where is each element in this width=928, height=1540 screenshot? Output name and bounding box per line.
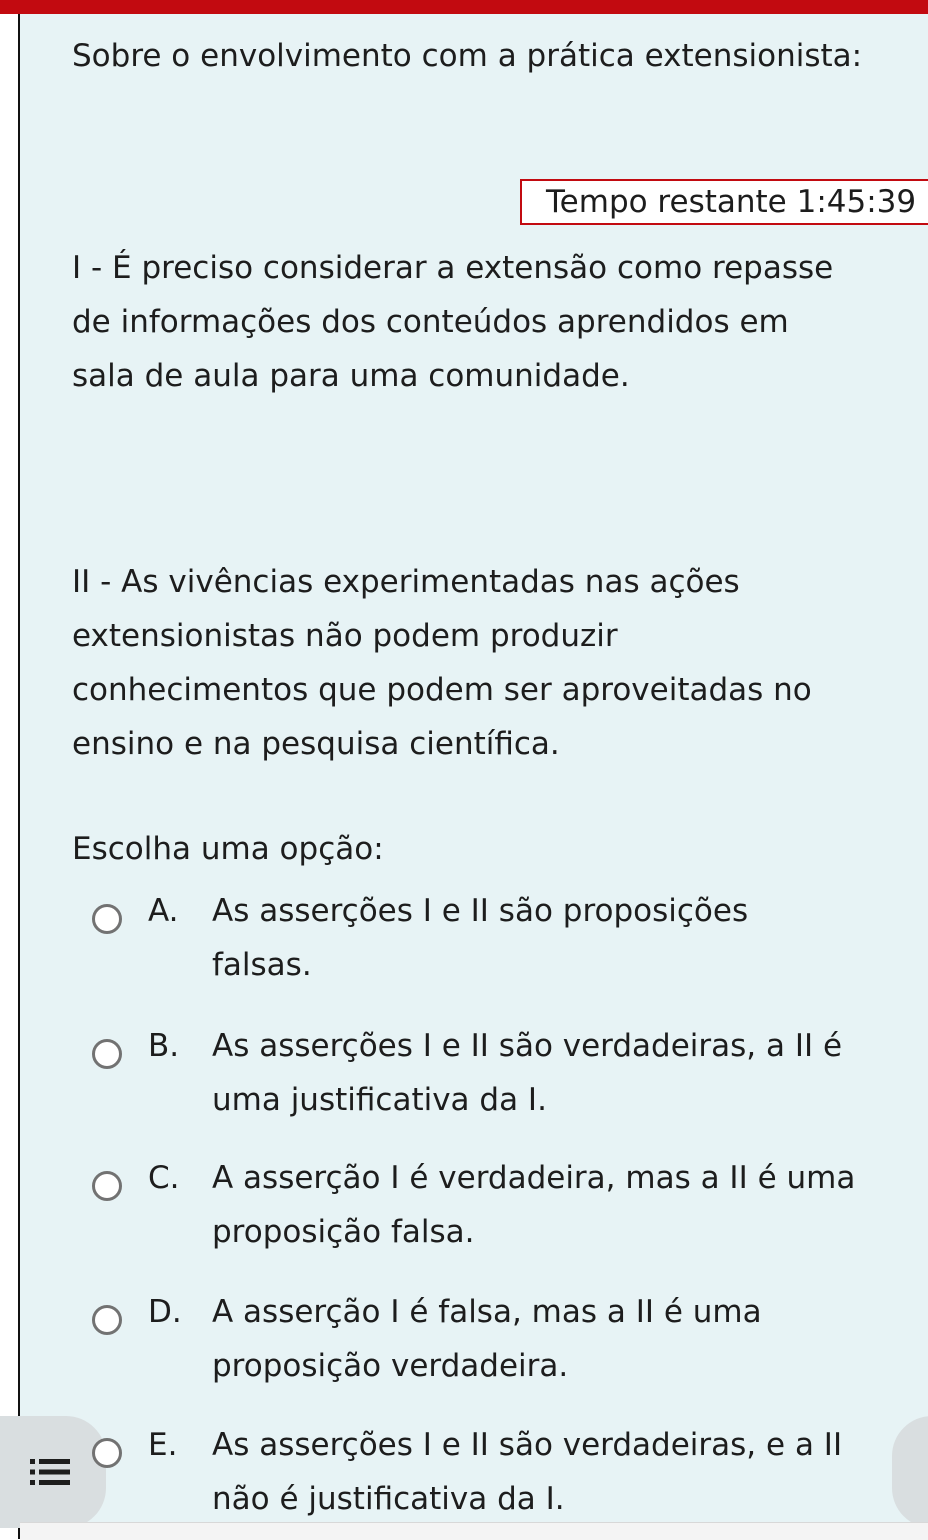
option-line: não é justificativa da I. [212, 1481, 565, 1517]
statement-2-line: II - As vivências experimentadas nas ações [72, 564, 740, 600]
option-letter: A. [148, 893, 179, 929]
option-line: uma justificativa da I. [212, 1082, 547, 1118]
statement-1-line: I - É preciso considerar a extensão como repasse [72, 250, 834, 286]
statement-2 [72, 555, 812, 771]
option-d[interactable] [90, 1285, 928, 1395]
option-text [212, 1019, 842, 1127]
list-icon [30, 1458, 70, 1486]
option-line: proposição falsa. [212, 1214, 475, 1250]
option-text [212, 1418, 842, 1526]
bottom-bar [20, 1522, 928, 1540]
option-letter: C. [148, 1160, 180, 1196]
option-line: A asserção I é verdadeira, mas a II é uma [212, 1160, 856, 1196]
option-text [212, 1285, 762, 1393]
statement-2-line: extensionistas não podem produzir [72, 618, 618, 654]
radio-button-b[interactable] [92, 1039, 122, 1069]
option-c[interactable] [90, 1151, 928, 1261]
statement-1-line: de informações dos conteúdos aprendidos em [72, 304, 789, 340]
option-letter: B. [148, 1028, 180, 1064]
radio-button-e[interactable] [92, 1438, 122, 1468]
choose-option-prompt: Escolha uma opção: [72, 831, 384, 867]
option-e[interactable] [90, 1418, 928, 1528]
statement-2-line: ensino e na pesquisa científica. [72, 726, 560, 762]
statement-2-line: conhecimentos que podem ser aproveitadas no [72, 672, 812, 708]
option-letter: D. [148, 1294, 182, 1330]
question-intro: Sobre o envolvimento com a prática extensionista: [72, 38, 863, 74]
timer-label: Tempo restante [546, 184, 787, 220]
option-letter: E. [148, 1427, 178, 1463]
option-text [212, 1151, 855, 1259]
option-line: falsas. [212, 947, 312, 983]
option-line: A asserção I é falsa, mas a II é uma [212, 1294, 762, 1330]
radio-button-c[interactable] [92, 1171, 122, 1201]
top-accent-bar [0, 0, 928, 14]
statement-1 [72, 241, 833, 403]
option-text [212, 884, 748, 992]
option-a[interactable] [90, 884, 928, 994]
left-edge-border [0, 14, 20, 1539]
option-b[interactable] [90, 1019, 928, 1129]
option-line: As asserções I e II são verdadeiras, e a II [212, 1427, 843, 1463]
option-line: As asserções I e II são verdadeiras, a II é [212, 1028, 843, 1064]
option-line: proposição verdadeira. [212, 1348, 569, 1384]
timer-box [520, 179, 928, 225]
timer-value: 1:45:39 [796, 184, 917, 220]
option-line: As asserções I e II são proposições [212, 893, 749, 929]
radio-button-a[interactable] [92, 904, 122, 934]
statement-1-line: sala de aula para uma comunidade. [72, 358, 630, 394]
radio-button-d[interactable] [92, 1305, 122, 1335]
